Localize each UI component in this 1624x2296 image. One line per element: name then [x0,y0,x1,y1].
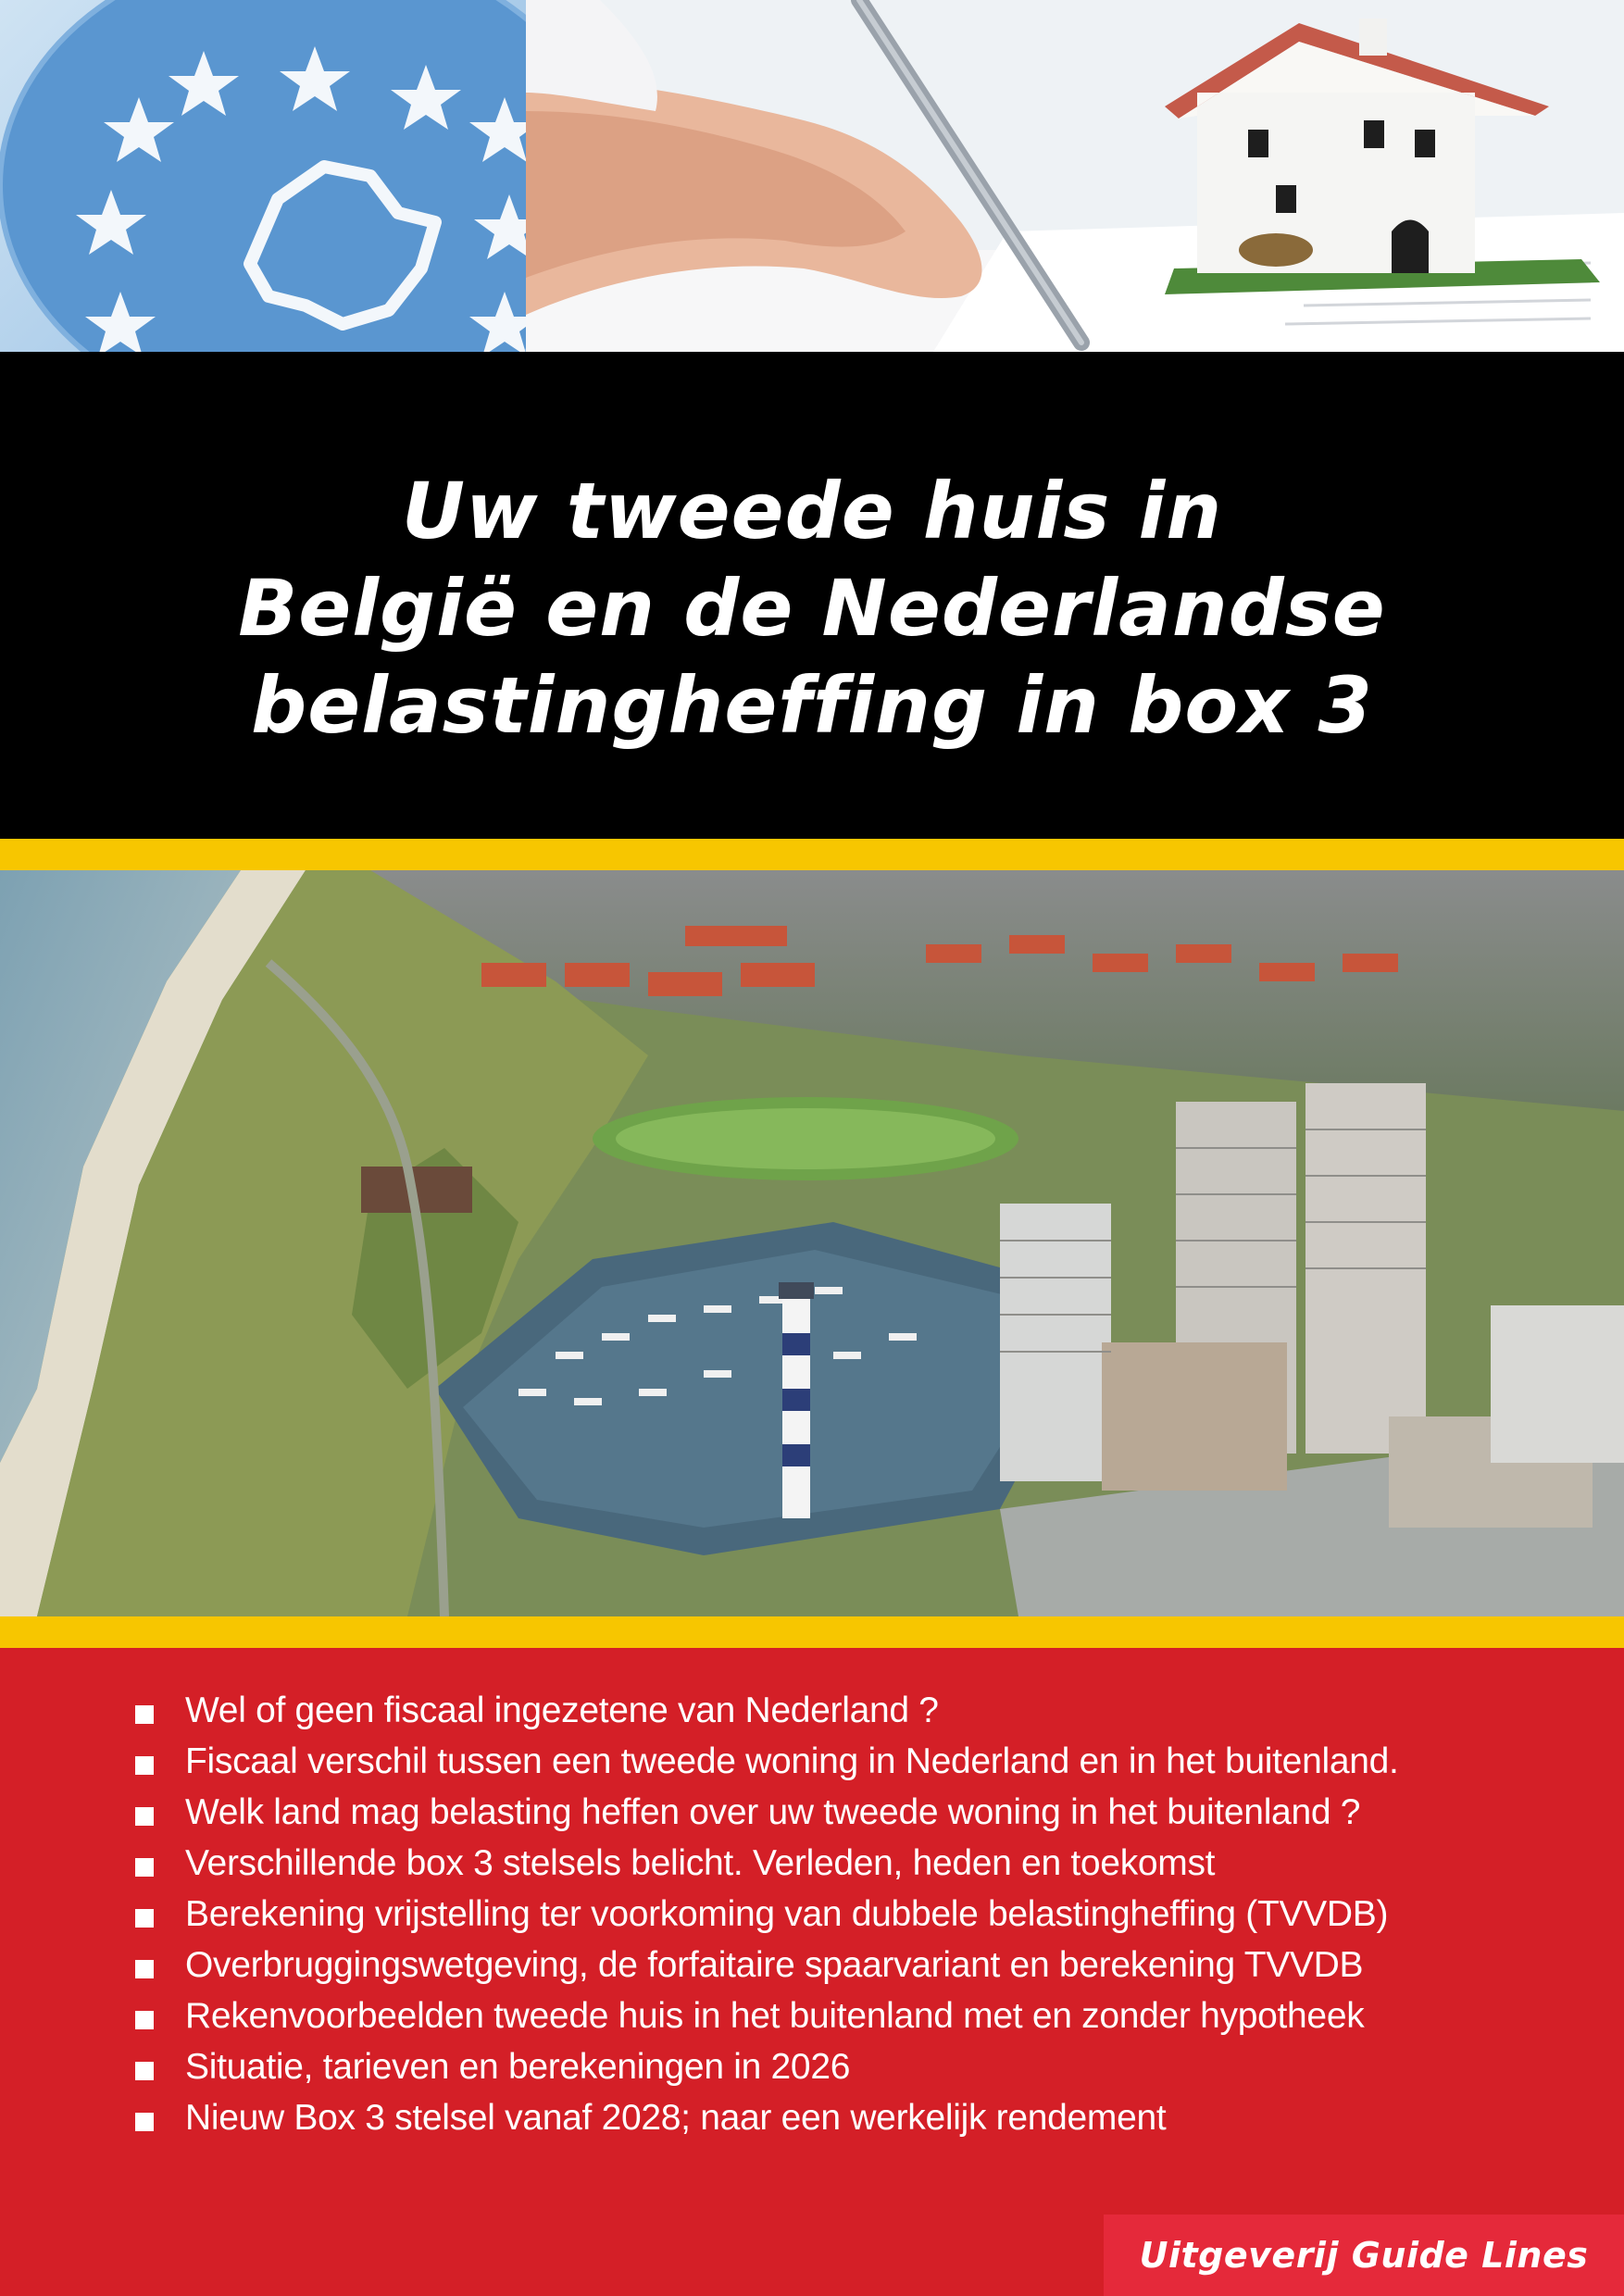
top-photo-strip [0,0,1624,352]
topic-item [130,2041,1399,2092]
topic-text: Rekenvoorbeelden tweede huis in het buitenland met en zonder hypotheek [185,1996,1365,2036]
square-bullet-icon [135,1909,154,1928]
topic-text: Overbruggingswetgeving, de forfaitaire spaarvariant en berekening TVVDB [185,1945,1364,1985]
square-bullet-icon [135,1756,154,1775]
topics-list [130,1685,1399,2143]
topic-text: Welk land mag belasting heffen over uw tweede woning in het buitenland ? [185,1792,1361,1832]
square-bullet-icon [135,2062,154,2080]
square-bullet-icon [135,1858,154,1877]
square-bullet-icon [135,1705,154,1724]
topic-text: Situatie, tarieven en berekeningen in 2026 [185,2047,851,2087]
square-bullet-icon [135,2011,154,2029]
yellow-stripe-top [0,839,1624,870]
hand-and-house-photo [526,0,1624,352]
topic-item [130,1838,1399,1889]
topic-item [130,1685,1399,1736]
title-line-2: België en de Nederlandse [238,563,1386,654]
topic-item [130,1990,1399,2041]
topic-text: Nieuw Box 3 stelsel vanaf 2028; naar een werkelijk rendement [185,2098,1167,2138]
square-bullet-icon [135,1807,154,1826]
square-bullet-icon [135,1960,154,1978]
yellow-stripe-bottom [0,1616,1624,1648]
book-title [0,463,1624,755]
topic-text: Berekening vrijstelling ter voorkoming van dubbele belastingheffing (TVVDB) [185,1894,1389,1934]
topic-item [130,1787,1399,1838]
topic-item [130,1940,1399,1990]
topic-text: Verschillende box 3 stelsels belicht. Verleden, heden en toekomst [185,1843,1216,1883]
topic-item [130,1889,1399,1940]
publisher-badge: Uitgeverij Guide Lines [1104,2215,1624,2296]
topic-text: Wel of geen fiscaal ingezetene van Nederland ? [185,1691,939,1730]
eu-flag-photo [0,0,526,352]
topic-item [130,1736,1399,1787]
title-line-1: Uw tweede huis in [401,466,1223,556]
topic-text: Fiscaal verschil tussen een tweede woning in Nederland en in het buitenland. [185,1741,1399,1781]
title-line-3: belastingheffing in box 3 [251,660,1373,751]
title-band [0,352,1624,839]
square-bullet-icon [135,2113,154,2131]
aerial-town-photo [0,870,1624,1616]
topic-item [130,2092,1399,2143]
